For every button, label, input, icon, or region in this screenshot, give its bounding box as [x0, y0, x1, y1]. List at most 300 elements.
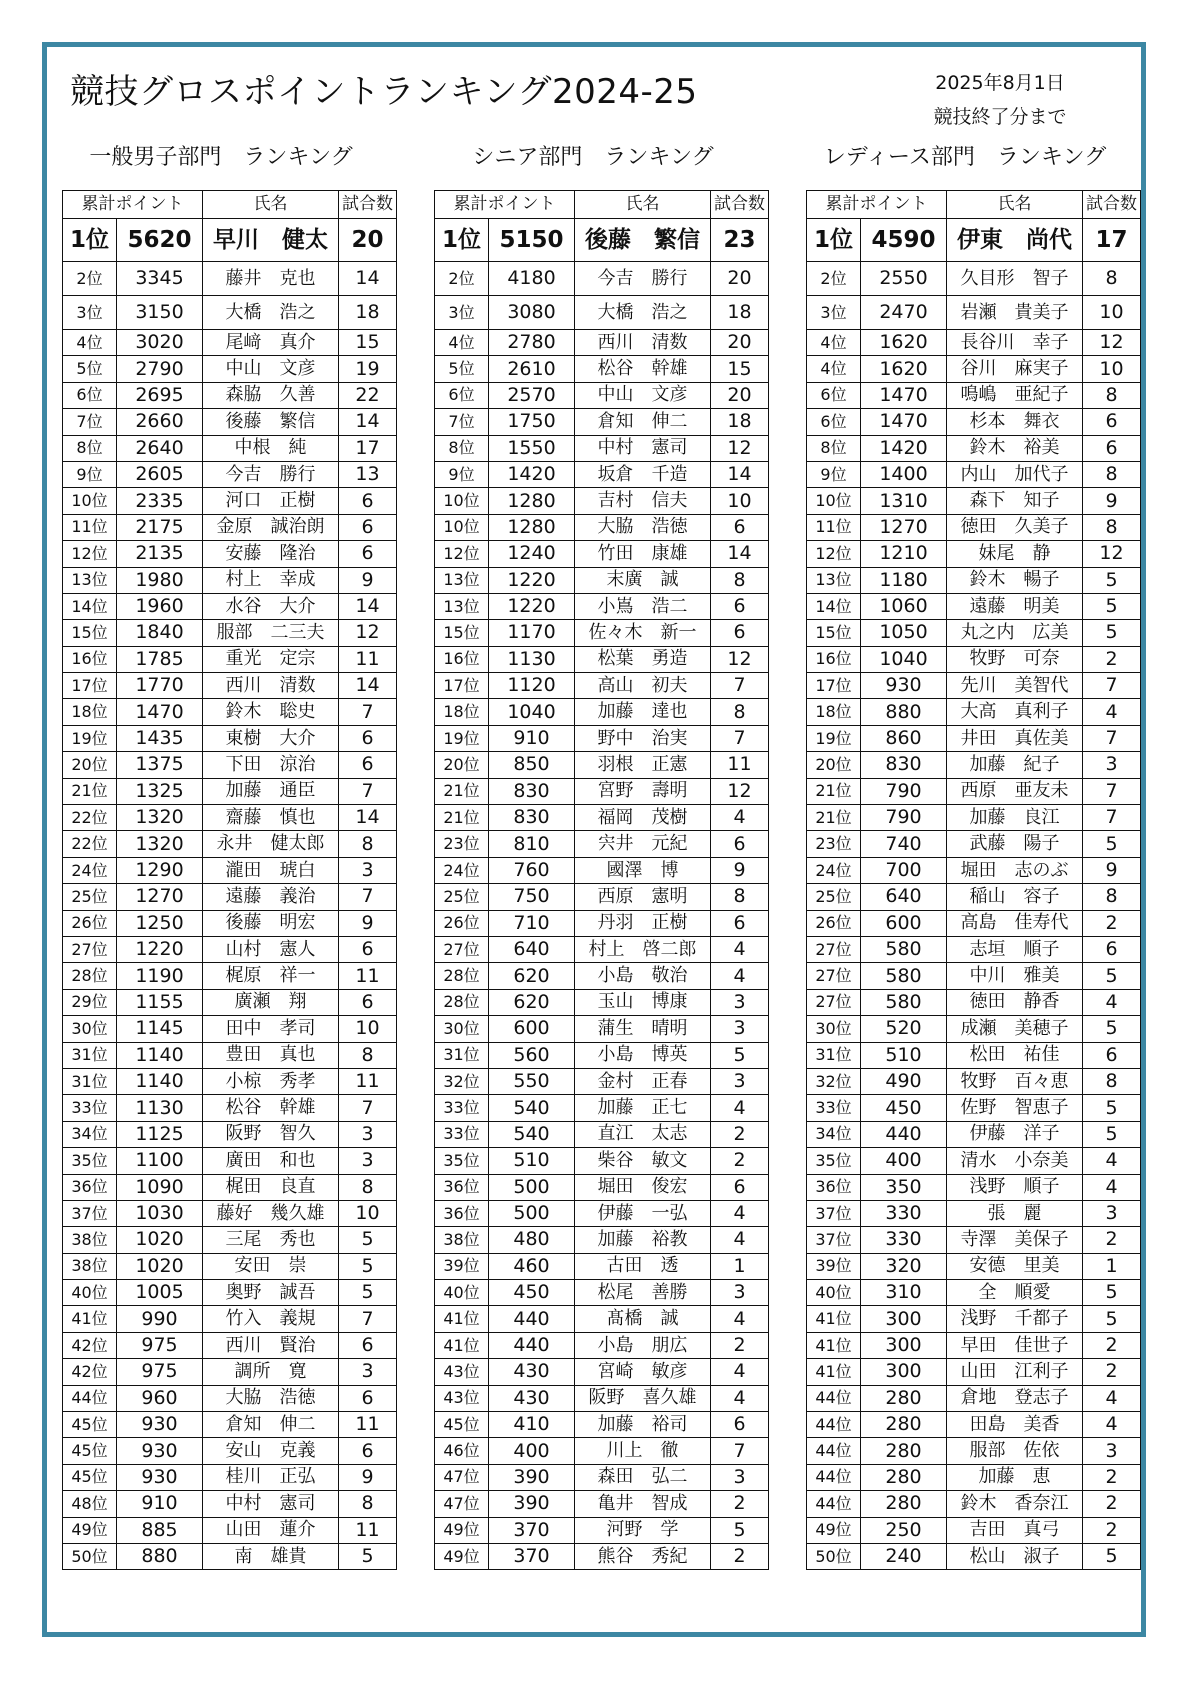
points-cell: 450 [489, 1280, 575, 1306]
name-cell: 柴谷 敏文 [575, 1148, 711, 1174]
games-cell: 6 [339, 989, 397, 1015]
rank-cell: 20位 [435, 752, 489, 778]
rank-cell: 8位 [63, 435, 117, 461]
games-cell: 6 [339, 1385, 397, 1411]
rank-cell: 13位 [435, 567, 489, 593]
table-row [435, 1016, 769, 1042]
name-cell: 安德 里美 [947, 1253, 1083, 1279]
page-title: 競技グロスポイントランキング2024-25 [70, 72, 698, 112]
games-cell: 14 [711, 461, 769, 487]
rank-cell: 2位 [63, 262, 117, 296]
name-cell: 永井 健太郎 [203, 831, 339, 857]
table-row [63, 1095, 397, 1121]
games-cell: 6 [711, 1412, 769, 1438]
name-cell: 安田 崇 [203, 1253, 339, 1279]
table-row [807, 1042, 1141, 1068]
games-cell: 5 [1083, 1095, 1141, 1121]
name-cell: 三尾 秀也 [203, 1227, 339, 1253]
table-row [435, 673, 769, 699]
games-cell: 6 [711, 514, 769, 540]
games-cell: 6 [339, 936, 397, 962]
name-cell: 志垣 順子 [947, 936, 1083, 962]
table-row [807, 1227, 1141, 1253]
table-row [63, 488, 397, 514]
table-row [63, 382, 397, 408]
rank-cell: 28位 [435, 989, 489, 1015]
rank-cell: 49位 [807, 1517, 861, 1543]
points-cell: 885 [117, 1517, 203, 1543]
table-row [435, 1042, 769, 1068]
name-cell: 梶田 良直 [203, 1174, 339, 1200]
points-cell: 1750 [489, 409, 575, 435]
games-cell: 11 [711, 752, 769, 778]
table-row [63, 435, 397, 461]
table-row [807, 1095, 1141, 1121]
table-row [435, 1332, 769, 1358]
name-cell: 徳田 久美子 [947, 514, 1083, 540]
table-row [807, 910, 1141, 936]
table-row [435, 699, 769, 725]
name-cell: 中根 純 [203, 435, 339, 461]
table-header-row [63, 191, 397, 219]
games-cell: 4 [1083, 1148, 1141, 1174]
table-row [63, 330, 397, 356]
rank-cell: 33位 [435, 1121, 489, 1147]
header-games: 試合数 [1083, 191, 1141, 219]
points-cell: 1250 [117, 910, 203, 936]
rank-cell: 10位 [807, 488, 861, 514]
games-cell: 6 [711, 593, 769, 619]
points-cell: 240 [861, 1543, 947, 1569]
name-cell: 加藤 正七 [575, 1095, 711, 1121]
rank-cell: 2位 [435, 262, 489, 296]
table-row [63, 1517, 397, 1543]
name-cell: 松田 祐佳 [947, 1042, 1083, 1068]
name-cell: 長谷川 幸子 [947, 330, 1083, 356]
table-row [435, 831, 769, 857]
table-header-row [435, 191, 769, 219]
table-row [807, 936, 1141, 962]
games-cell: 6 [339, 514, 397, 540]
rank-cell: 31位 [435, 1042, 489, 1068]
games-cell: 8 [711, 699, 769, 725]
rank-cell: 32位 [807, 1068, 861, 1094]
table-row [63, 1412, 397, 1438]
table-row [435, 1491, 769, 1517]
table-row [435, 1306, 769, 1332]
table-row [807, 356, 1141, 382]
rank-cell: 10位 [435, 488, 489, 514]
rank-cell: 1位 [807, 219, 861, 262]
rank-cell: 10位 [435, 514, 489, 540]
rank-cell: 25位 [435, 884, 489, 910]
name-cell: 熊谷 秀紀 [575, 1543, 711, 1569]
points-cell: 640 [861, 884, 947, 910]
points-cell: 860 [861, 725, 947, 751]
table-row [435, 805, 769, 831]
header-points: 累計ポイント [807, 191, 947, 219]
name-cell: 倉知 伸二 [203, 1412, 339, 1438]
rank-cell: 16位 [63, 646, 117, 672]
header-games: 試合数 [711, 191, 769, 219]
points-cell: 850 [489, 752, 575, 778]
table-row [435, 884, 769, 910]
points-cell: 1280 [489, 488, 575, 514]
games-cell: 5 [1083, 1121, 1141, 1147]
name-cell: 藤好 幾久雄 [203, 1200, 339, 1226]
table-row [807, 1200, 1141, 1226]
header-points: 累計ポイント [435, 191, 575, 219]
rank-cell: 12位 [63, 541, 117, 567]
rank-cell: 31位 [63, 1068, 117, 1094]
points-cell: 580 [861, 936, 947, 962]
name-cell: 堀田 俊宏 [575, 1174, 711, 1200]
rank-cell: 6位 [435, 382, 489, 408]
games-cell: 3 [711, 1464, 769, 1490]
rank-cell: 27位 [807, 963, 861, 989]
rank-cell: 24位 [63, 857, 117, 883]
name-cell: 宮崎 敏彦 [575, 1359, 711, 1385]
table-row [435, 435, 769, 461]
rank-cell: 11位 [807, 514, 861, 540]
points-cell: 280 [861, 1385, 947, 1411]
rank-cell: 41位 [63, 1306, 117, 1332]
games-cell: 3 [711, 989, 769, 1015]
table-row [435, 989, 769, 1015]
name-cell: 内山 加代子 [947, 461, 1083, 487]
rank-cell: 12位 [807, 541, 861, 567]
table-row [807, 1253, 1141, 1279]
name-cell: 堀田 志のぶ [947, 857, 1083, 883]
rank-cell: 26位 [435, 910, 489, 936]
name-cell: 宮野 壽明 [575, 778, 711, 804]
rank-cell: 42位 [63, 1359, 117, 1385]
points-cell: 1020 [117, 1253, 203, 1279]
points-cell: 3345 [117, 262, 203, 296]
points-cell: 1770 [117, 673, 203, 699]
name-cell: 尾﨑 真介 [203, 330, 339, 356]
points-cell: 1420 [489, 461, 575, 487]
points-cell: 1420 [861, 435, 947, 461]
points-cell: 1620 [861, 356, 947, 382]
table-row [435, 296, 769, 330]
name-cell: 早川 健太 [203, 219, 339, 262]
rank-cell: 4位 [63, 330, 117, 356]
name-cell: 廣瀬 翔 [203, 989, 339, 1015]
name-cell: 松山 淑子 [947, 1543, 1083, 1569]
rank-cell: 28位 [63, 963, 117, 989]
table-row [435, 910, 769, 936]
name-cell: 竹田 康雄 [575, 541, 711, 567]
rank-cell: 10位 [63, 488, 117, 514]
rank-cell: 50位 [807, 1543, 861, 1569]
rank-cell: 47位 [435, 1464, 489, 1490]
table-row [807, 646, 1141, 672]
table-row [435, 963, 769, 989]
points-cell: 1120 [489, 673, 575, 699]
table-row [63, 1359, 397, 1385]
table-row [63, 910, 397, 936]
games-cell: 8 [339, 831, 397, 857]
points-cell: 1290 [117, 857, 203, 883]
points-cell: 540 [489, 1121, 575, 1147]
rank-cell: 4位 [807, 356, 861, 382]
points-cell: 960 [117, 1385, 203, 1411]
games-cell: 10 [339, 1016, 397, 1042]
rank-cell: 35位 [435, 1148, 489, 1174]
points-cell: 620 [489, 989, 575, 1015]
games-cell: 6 [339, 1332, 397, 1358]
name-cell: 梶原 祥一 [203, 963, 339, 989]
points-cell: 2790 [117, 356, 203, 382]
table-row [435, 857, 769, 883]
points-cell: 580 [861, 989, 947, 1015]
games-cell: 2 [711, 1332, 769, 1358]
rank-cell: 19位 [63, 725, 117, 751]
rank-cell: 13位 [807, 567, 861, 593]
name-cell: 小嶌 浩二 [575, 593, 711, 619]
points-cell: 400 [489, 1438, 575, 1464]
points-cell: 580 [861, 963, 947, 989]
table-row [435, 1359, 769, 1385]
points-cell: 560 [489, 1042, 575, 1068]
points-cell: 500 [489, 1200, 575, 1226]
games-cell: 8 [1083, 382, 1141, 408]
name-cell: 中山 文彦 [575, 382, 711, 408]
table-row [435, 409, 769, 435]
games-cell: 7 [339, 778, 397, 804]
rank-cell: 22位 [63, 805, 117, 831]
games-cell: 8 [1083, 1068, 1141, 1094]
table-row [435, 1227, 769, 1253]
table-row [63, 567, 397, 593]
games-cell: 8 [339, 1042, 397, 1068]
games-cell: 4 [711, 1385, 769, 1411]
table-row [435, 620, 769, 646]
points-cell: 2695 [117, 382, 203, 408]
name-cell: 安藤 隆治 [203, 541, 339, 567]
points-cell: 1090 [117, 1174, 203, 1200]
games-cell: 12 [711, 778, 769, 804]
points-cell: 550 [489, 1068, 575, 1094]
rank-cell: 18位 [435, 699, 489, 725]
points-cell: 370 [489, 1517, 575, 1543]
table-row [807, 1385, 1141, 1411]
rank-cell: 49位 [435, 1517, 489, 1543]
games-cell: 4 [1083, 1174, 1141, 1200]
points-cell: 700 [861, 857, 947, 883]
name-cell: 岩瀬 貴美子 [947, 296, 1083, 330]
games-cell: 7 [711, 725, 769, 751]
table-row [63, 725, 397, 751]
table-row [807, 1543, 1141, 1569]
rank-cell: 45位 [63, 1412, 117, 1438]
rank-cell: 20位 [807, 752, 861, 778]
table-row [807, 1517, 1141, 1543]
games-cell: 7 [339, 699, 397, 725]
points-cell: 4180 [489, 262, 575, 296]
name-cell: 小椋 秀孝 [203, 1068, 339, 1094]
games-cell: 10 [1083, 356, 1141, 382]
points-cell: 1190 [117, 963, 203, 989]
name-cell: 村上 幸成 [203, 567, 339, 593]
name-cell: 成瀬 美穂子 [947, 1016, 1083, 1042]
name-cell: 瀧田 琥白 [203, 857, 339, 883]
games-cell: 8 [339, 1174, 397, 1200]
table-row [435, 541, 769, 567]
table-row [63, 296, 397, 330]
name-cell: 川上 徹 [575, 1438, 711, 1464]
header-name: 氏名 [947, 191, 1083, 219]
table-row [63, 541, 397, 567]
rank-cell: 25位 [807, 884, 861, 910]
name-cell: 西川 清数 [203, 673, 339, 699]
rank-cell: 44位 [807, 1438, 861, 1464]
games-cell: 4 [711, 1306, 769, 1332]
games-cell: 11 [339, 1412, 397, 1438]
games-cell: 2 [711, 1121, 769, 1147]
games-cell: 10 [339, 1200, 397, 1226]
games-cell: 5 [1083, 620, 1141, 646]
rank-cell: 6位 [807, 409, 861, 435]
table-row [807, 296, 1141, 330]
table-row [63, 356, 397, 382]
table-row [807, 1464, 1141, 1490]
rank-cell: 17位 [63, 673, 117, 699]
rank-cell: 39位 [435, 1253, 489, 1279]
points-cell: 1375 [117, 752, 203, 778]
games-cell: 2 [1083, 1464, 1141, 1490]
rank-cell: 36位 [63, 1174, 117, 1200]
table-row [807, 699, 1141, 725]
points-cell: 1130 [489, 646, 575, 672]
name-cell: 大脇 浩徳 [203, 1385, 339, 1411]
rank-cell: 39位 [807, 1253, 861, 1279]
points-cell: 1400 [861, 461, 947, 487]
rank-cell: 37位 [807, 1227, 861, 1253]
table-row [63, 1200, 397, 1226]
points-cell: 440 [489, 1306, 575, 1332]
name-cell: 服部 二三夫 [203, 620, 339, 646]
games-cell: 3 [339, 1148, 397, 1174]
table-row [63, 1148, 397, 1174]
points-cell: 910 [489, 725, 575, 751]
name-cell: 谷川 麻実子 [947, 356, 1083, 382]
points-cell: 5150 [489, 219, 575, 262]
name-cell: 坂倉 千造 [575, 461, 711, 487]
table-row [807, 1148, 1141, 1174]
points-cell: 1125 [117, 1121, 203, 1147]
table-row [435, 219, 769, 262]
name-cell: 加藤 裕教 [575, 1227, 711, 1253]
name-cell: 山村 憲人 [203, 936, 339, 962]
games-cell: 6 [1083, 409, 1141, 435]
points-cell: 1620 [861, 330, 947, 356]
points-cell: 280 [861, 1491, 947, 1517]
points-cell: 810 [489, 831, 575, 857]
games-cell: 4 [711, 1359, 769, 1385]
games-cell: 14 [339, 673, 397, 699]
games-cell: 6 [1083, 936, 1141, 962]
points-cell: 1470 [117, 699, 203, 725]
table-row [807, 567, 1141, 593]
name-cell: 清水 小奈美 [947, 1148, 1083, 1174]
points-cell: 930 [117, 1412, 203, 1438]
name-cell: 後藤 繁信 [575, 219, 711, 262]
games-cell: 9 [339, 567, 397, 593]
name-cell: 伊藤 洋子 [947, 1121, 1083, 1147]
name-cell: 浅野 順子 [947, 1174, 1083, 1200]
points-cell: 910 [117, 1491, 203, 1517]
rank-cell: 44位 [807, 1491, 861, 1517]
table-row [435, 567, 769, 593]
update-date: 2025年8月1日 [935, 72, 1065, 94]
points-cell: 1785 [117, 646, 203, 672]
games-cell: 18 [339, 296, 397, 330]
name-cell: 金村 正春 [575, 1068, 711, 1094]
rank-cell: 33位 [807, 1095, 861, 1121]
games-cell: 2 [1083, 910, 1141, 936]
name-cell: 後藤 繁信 [203, 409, 339, 435]
rank-cell: 24位 [435, 857, 489, 883]
points-cell: 930 [117, 1464, 203, 1490]
points-cell: 1240 [489, 541, 575, 567]
name-cell: 大脇 浩徳 [575, 514, 711, 540]
points-cell: 1140 [117, 1042, 203, 1068]
name-cell: 阪野 喜久雄 [575, 1385, 711, 1411]
points-cell: 3150 [117, 296, 203, 330]
games-cell: 3 [1083, 752, 1141, 778]
points-cell: 2135 [117, 541, 203, 567]
points-cell: 1470 [861, 409, 947, 435]
games-cell: 11 [339, 646, 397, 672]
rank-cell: 17位 [807, 673, 861, 699]
table-row [435, 936, 769, 962]
points-cell: 390 [489, 1491, 575, 1517]
rank-cell: 40位 [807, 1280, 861, 1306]
games-cell: 14 [339, 409, 397, 435]
name-cell: 安山 克義 [203, 1438, 339, 1464]
rank-cell: 16位 [807, 646, 861, 672]
rank-cell: 41位 [435, 1332, 489, 1358]
table-row [435, 1385, 769, 1411]
games-cell: 5 [711, 1042, 769, 1068]
table-row [807, 488, 1141, 514]
rank-cell: 44位 [807, 1464, 861, 1490]
points-cell: 370 [489, 1543, 575, 1569]
name-cell: 宍井 元紀 [575, 831, 711, 857]
name-cell: 金原 誠治朗 [203, 514, 339, 540]
table-row [807, 330, 1141, 356]
rank-cell: 44位 [63, 1385, 117, 1411]
points-cell: 310 [861, 1280, 947, 1306]
points-cell: 430 [489, 1385, 575, 1411]
rank-cell: 4位 [807, 330, 861, 356]
name-cell: 河野 学 [575, 1517, 711, 1543]
rank-cell: 44位 [807, 1412, 861, 1438]
points-cell: 2640 [117, 435, 203, 461]
games-cell: 3 [339, 1359, 397, 1385]
rank-cell: 27位 [63, 936, 117, 962]
games-cell: 4 [711, 936, 769, 962]
games-cell: 5 [339, 1253, 397, 1279]
table-row [435, 1253, 769, 1279]
points-cell: 510 [489, 1148, 575, 1174]
games-cell: 8 [339, 1491, 397, 1517]
name-cell: 重光 定宗 [203, 646, 339, 672]
table-row [435, 356, 769, 382]
games-cell: 6 [339, 752, 397, 778]
